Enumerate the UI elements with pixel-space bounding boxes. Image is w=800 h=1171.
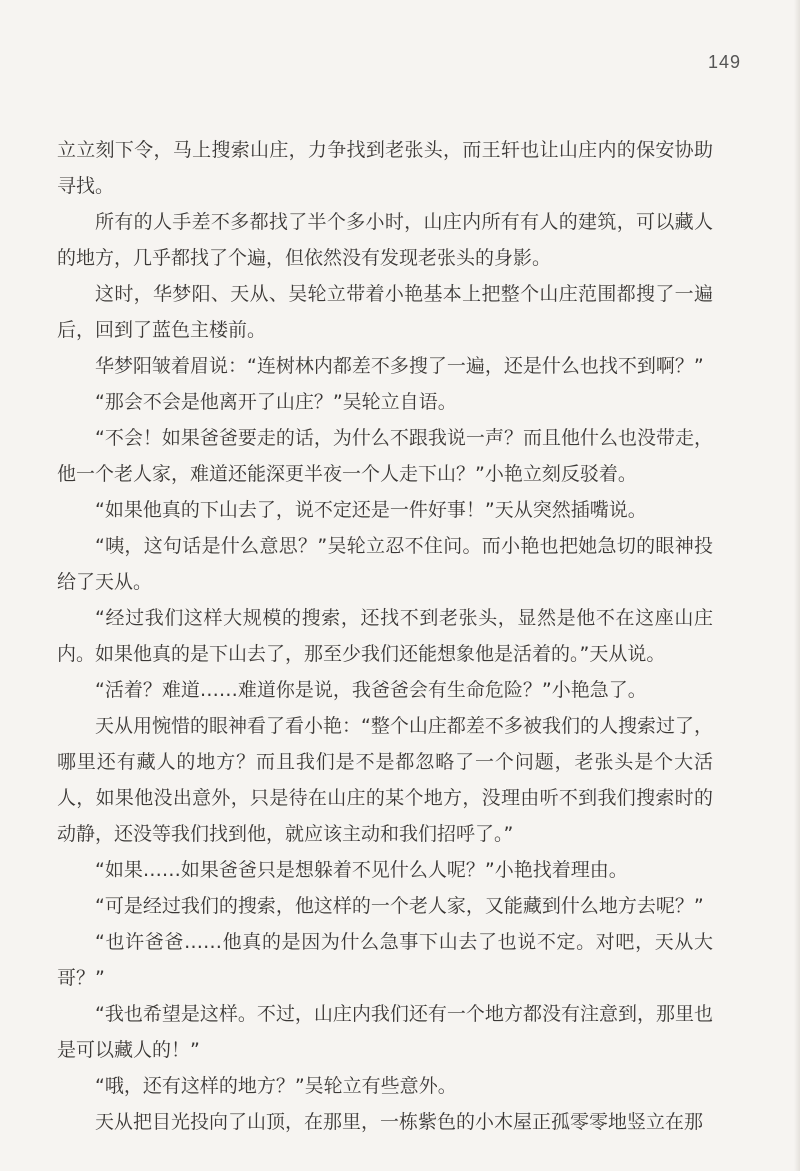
paragraph-17: 天从把目光投向了山顶，在那里，一栋紫色的小木屋正孤零零地竖立在那 bbox=[95, 1111, 704, 1133]
page-edge-shadow bbox=[794, 0, 800, 1171]
paragraph-2: 所有的人手差不多都找了半个多小时，山庄内所有有人的建筑，可以藏人的地方，几乎都找了个遍，但依然没有发现老张头的身影。 bbox=[57, 211, 713, 269]
paragraph-1: 立立刻下令，马上搜索山庄，力争找到老张头，而王轩也让山庄内的保安协助寻找。 bbox=[57, 139, 713, 197]
page-number: 149 bbox=[708, 52, 742, 72]
paragraph-14: “也许爸爸……他真的是因为什么急事下山去了也说不定。对吧，天从大哥？” bbox=[57, 931, 713, 989]
paragraph-10: “活着？难道……难道你是说，我爸爸会有生命危险？”小艳急了。 bbox=[95, 679, 647, 701]
body-text bbox=[57, 132, 713, 1140]
paragraph-11: 天从用惋惜的眼神看了看小艳：“整个山庄都差不多被我们的人搜索过了，哪里还有藏人的地方？而且我们是不是都忽略了一个问题，老张头是个大活人，如果他没出意外，只是待在山庄的某个地方，没理由听不到我们搜索时的动静，还没等我们找到他，就应该主动和我们招呼了。” bbox=[57, 715, 713, 845]
paragraph-9: “经过我们这样大规模的搜索，还找不到老张头，显然是他不在这座山庄内。如果他真的是下山去了，那至少我们还能想象他是活着的。”天从说。 bbox=[57, 607, 713, 665]
paragraph-16: “哦，还有这样的地方？”吴轮立有些意外。 bbox=[95, 1075, 457, 1097]
paragraph-8: “咦，这句话是什么意思？”吴轮立忍不住问。而小艳也把她急切的眼神投给了天从。 bbox=[57, 535, 713, 593]
paragraph-3: 这时，华梦阳、天从、吴轮立带着小艳基本上把整个山庄范围都搜了一遍后，回到了蓝色主楼前。 bbox=[57, 283, 713, 341]
paragraph-7: “如果他真的下山去了，说不定还是一件好事！”天从突然插嘴说。 bbox=[95, 499, 647, 521]
paragraph-13: “可是经过我们的搜索，他这样的一个老人家，又能藏到什么地方去呢？” bbox=[95, 895, 704, 917]
paragraph-6: “不会！如果爸爸要走的话，为什么不跟我说一声？而且他什么也没带走，他一个老人家，难道还能深更半夜一个人走下山？”小艳立刻反驳着。 bbox=[57, 427, 713, 485]
paragraph-4: 华梦阳皱着眉说：“连树林内都差不多搜了一遍，还是什么也找不到啊？” bbox=[95, 355, 704, 377]
paragraph-15: “我也希望是这样。不过，山庄内我们还有一个地方都没有注意到，那里也是可以藏人的！” bbox=[57, 1003, 713, 1061]
paragraph-12: “如果……如果爸爸只是想躲着不见什么人呢？”小艳找着理由。 bbox=[95, 859, 628, 881]
paragraph-5: “那会不会是他离开了山庄？”吴轮立自语。 bbox=[95, 391, 457, 413]
